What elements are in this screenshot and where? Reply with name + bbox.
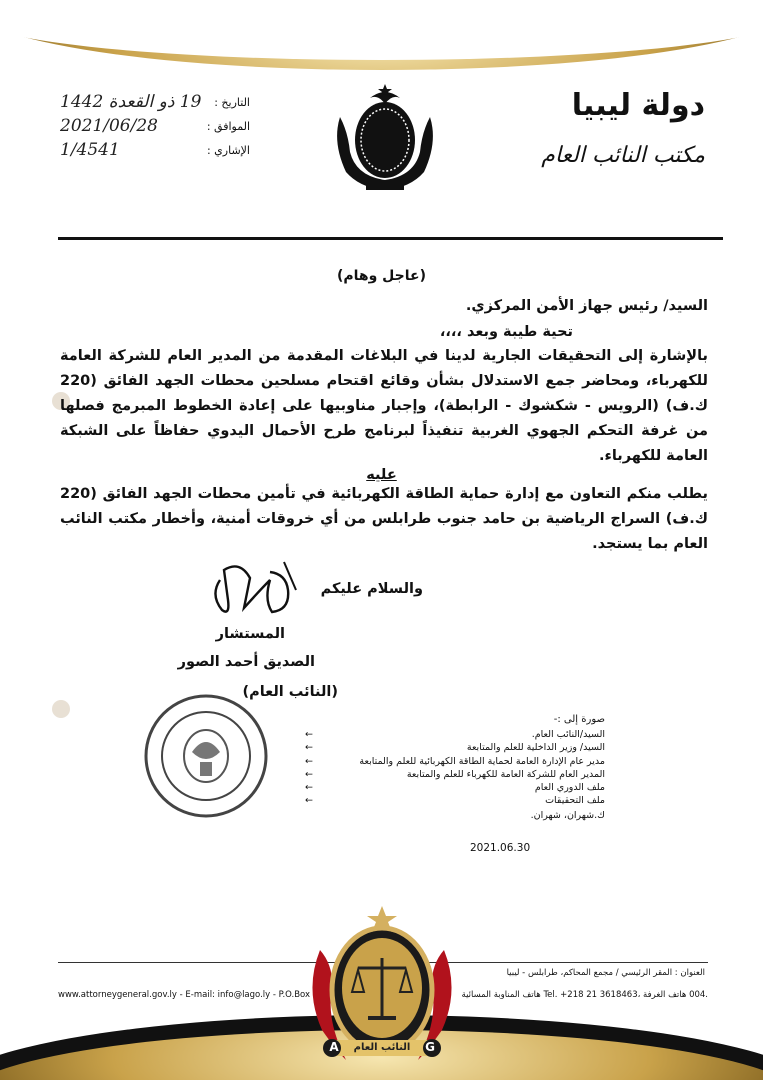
libya-emblem-icon	[330, 82, 440, 194]
hijri-date: 19 ذو القعدة 1442	[60, 92, 202, 112]
signer-title: المستشار	[215, 626, 285, 642]
footer-address: العنوان : المقر الرئيسي / مجمع المحاكم، طرابلس - ليبيا	[506, 968, 705, 978]
cc-heading: صورة إلى :-	[553, 714, 605, 725]
office-name: مكتب النائب العام	[541, 143, 705, 168]
footer-pobox: P.O.Box	[278, 990, 311, 1000]
urgency-label: (عاجل وهام)	[336, 268, 426, 284]
seal-letter-g: G	[425, 1040, 435, 1054]
header-divider	[58, 237, 723, 240]
cc-item: ← مدير عام الإدارة العامة لحماية الطاقة الكهربائية للعلم والمتابعة	[305, 755, 605, 768]
cc-item: ← ملف الدوري العام	[305, 781, 605, 794]
paragraph-1: بالإشارة إلى التحقيقات الجارية لدينا في البلاغات المقدمة من المدير العام للشركة العامة للكهرباء، ومحاضر جمع الاستدلال بشأن وقائع اقتحام مسلحين محطات الجهد الفائق (220 ك.ف) (الرويس - شكشوك - الرابطة)، وإجبار مناوبيها على إعادة الخطوط المبرمج فصلها من غرفة التحكم الجهوي الغربية تنفيذاً لبرنامج طرح الأحمال اليدوي حفاظاً على الشبكة العامة للكهرباء.	[60, 348, 708, 464]
issue-date: 2021.06.30	[470, 842, 531, 854]
seal-caption: النائب العام	[353, 1042, 411, 1053]
footer-website[interactable]: www.attorneygeneral.gov.ly	[58, 990, 177, 1000]
recipient-line: السيد/ رئيس جهاز الأمن المركزي.	[465, 298, 708, 314]
therefore-heading: عليه	[366, 467, 397, 483]
gregorian-date: 2021/06/28	[60, 116, 158, 136]
signer-name: الصديق أحمد الصور	[177, 654, 315, 670]
letter-page: دولة ليبيا مكتب النائب العام التاريخ : 19 ذو القعدة 1442 الموافق : 2021/06/28 الإشاري : 1/4541 (عاجل وهام) السيد/ رئيس جهاز الأمن المركزي. تحية طيبة وبعد ،،،، بالإشارة إلى التحقيقات الجارية لدينا في البلاغات المقدمة من المدير العام للشركة العامة للكهرباء، ومحاضر جمع الاستدلال بشأن وقائع اقتحام مسلحين محطات الجهد الفائق (220 ك.ف) (الرويس - شكشوك - الرابطة)، وإجبار مناوبيها على إعادة الخطوط المبرمج فصلها من غرفة التحكم الجهوي الغربية تنفيذاً لبرنامج طرح الأحمال اليدوي حفاظاً على الشبكة العامة للكهرباء. عليه يطلب منكم التعاون مع إدارة حماية الطاقة الكهربائية في تأمين محطات الجهد الفائق (220 ك.ف) السراج الرياضية بن حامد جنوب طرابلس من أي خروقات أمنية، وأخطار مكتب النائب العام بما يستجد. والسلام عليكم المستشار الصديق أحمد الصور (النائب العام) صورة إلى :- ← السيد/النائب العام. ← السيد/ وزير الداخلية للعلم والمتابعة ← مدير عام الإدارة العامة لحماية الطاقة الكهربائية للعلم والمتابعة ← المدير العام للشركة العامة للكهرباء للعلم والمتابعة ← ملف الدوري العام ← ملف التحقيقات ك.شهران، شهران. 2021.06.30 العنوان : المقر الرئيسي / مجمع المحاكم، طرابلس - ليبيا www.attorneygeneral.gov.ly - E-mail: info@lago.ly - P.O.Box .004 هاتف الغرفة ،Tel. +218 21 3618463 هاتف المناوبة المسائية A G النائب العام	[0, 0, 763, 1080]
cc-item: ← السيد/النائب العام.	[305, 728, 605, 741]
closing: والسلام عليكم	[320, 581, 423, 597]
cc-item: ← السيد/ وزير الداخلية للعلم والمتابعة	[305, 741, 605, 754]
cc-item: ← المدير العام للشركة العامة للكهرباء للعلم والمتابعة	[305, 768, 605, 781]
state-name: دولة ليبيا	[571, 88, 705, 123]
reference-label: الإشاري :	[206, 144, 250, 157]
cc-initials: ك.شهران، شهران.	[530, 810, 605, 822]
copies-to	[305, 713, 605, 823]
corresponding-label: الموافق :	[206, 120, 250, 133]
signature-icon	[200, 550, 310, 622]
signer-office: (النائب العام)	[242, 684, 338, 700]
reference-number: 1/4541	[60, 140, 120, 160]
cc-item: ← ملف التحقيقات	[305, 794, 605, 807]
greeting: تحية طيبة وبعد ،،،،	[439, 324, 573, 340]
seal-letter-a: A	[329, 1040, 339, 1054]
date-label: التاريخ :	[214, 96, 250, 109]
reference-block	[60, 92, 250, 164]
footer-tel: .004 هاتف الغرفة ،Tel. +218 21 3618463 هاتف المناوبة المسائية	[461, 990, 708, 1000]
paragraph-2: يطلب منكم التعاون مع إدارة حماية الطاقة الكهربائية في تأمين محطات الجهد الفائق (220 ك.ف) السراج الرياضية بن حامد جنوب طرابلس من أي خروقات أمنية، وأخطار مكتب النائب العام بما يستجد.	[60, 486, 708, 552]
footer-email[interactable]: E-mail: info@lago.ly	[185, 990, 271, 1000]
official-stamp-icon	[142, 692, 270, 820]
